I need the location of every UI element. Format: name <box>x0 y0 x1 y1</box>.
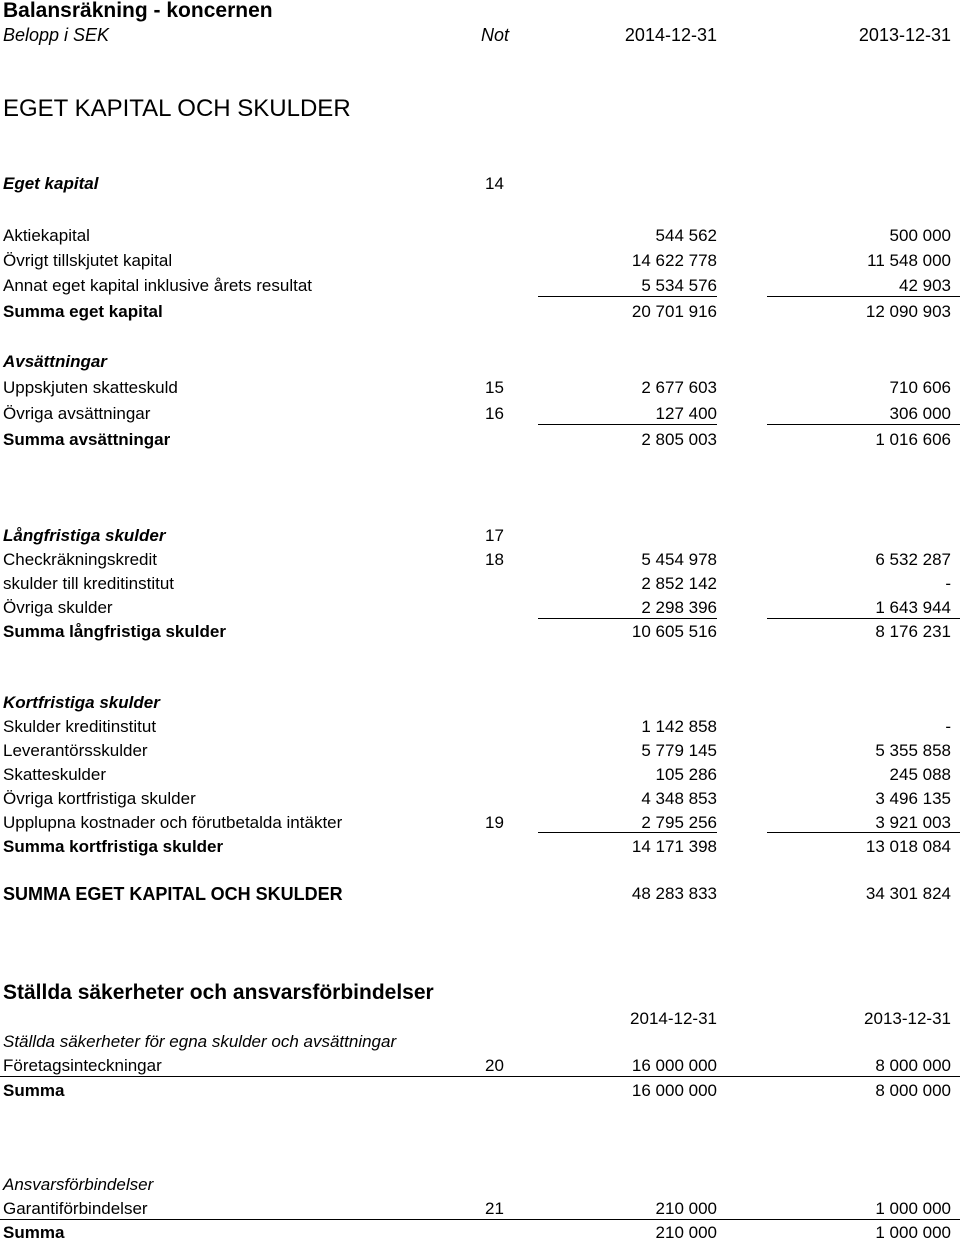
row-value-2014: 544 562 <box>655 226 717 245</box>
row-label: skulder till kreditinstitut <box>3 574 175 593</box>
row-label: Aktiekapital <box>3 226 90 245</box>
row-value-2013: - <box>945 574 951 593</box>
currency-subtitle: Belopp i SEK <box>3 25 110 45</box>
row-value-2013: 8 000 000 <box>875 1056 951 1075</box>
section-title: EGET KAPITAL OCH SKULDER <box>3 95 351 122</box>
note-ref: 20 <box>485 1056 504 1075</box>
avsattningar-heading: Avsättningar <box>3 352 107 371</box>
row-label: Företagsinteckningar <box>3 1056 162 1075</box>
sum-value-2013: 12 090 903 <box>865 302 951 321</box>
sum-value-2014: 16 000 000 <box>631 1081 717 1100</box>
note-ref: 17 <box>485 526 504 545</box>
row-value-2013: 3 496 135 <box>875 789 951 808</box>
sum-value-2013: 1 016 606 <box>875 430 951 449</box>
row-value-2013: 42 903 <box>899 276 951 295</box>
ansvar-heading: Ansvarsförbindelser <box>3 1175 154 1194</box>
row-value-2013: 1 643 944 <box>875 598 951 617</box>
row-label: Garantiförbindelser <box>3 1199 148 1218</box>
langfristiga-heading: Långfristiga skulder <box>3 526 166 545</box>
row-label: Leverantörsskulder <box>3 741 148 760</box>
row-value-2013: 245 088 <box>889 765 951 784</box>
row-value-2014: 2 852 142 <box>641 574 717 593</box>
sum-value-2013: 1 000 000 <box>875 1223 951 1242</box>
row-value-2014: 2 795 256 <box>641 813 717 832</box>
sum-label: Summa kortfristiga skulder <box>3 837 224 856</box>
row-value-2013: 306 000 <box>889 404 951 423</box>
underline-rule <box>0 1076 960 1077</box>
underline-rule <box>767 618 960 619</box>
stallda-title: Ställda säkerheter och ansvarsförbindelser <box>3 981 434 1004</box>
underline-rule <box>538 618 717 619</box>
note-ref: 14 <box>485 174 504 193</box>
row-value-2013: 11 548 000 <box>867 251 951 270</box>
underline-rule <box>767 296 960 297</box>
row-label: Övrigt tillskjutet kapital <box>3 251 173 270</box>
sum-label: Summa <box>3 1081 65 1100</box>
row-label: Övriga kortfristiga skulder <box>3 789 196 808</box>
sum-value-2014: 10 605 516 <box>631 622 717 641</box>
row-value-2014: 4 348 853 <box>641 789 717 808</box>
row-value-2014: 5 534 576 <box>641 276 717 295</box>
sum-value-2013: 13 018 084 <box>865 837 951 856</box>
row-label: Annat eget kapital inklusive årets resultat <box>3 276 313 295</box>
row-value-2014: 14 622 778 <box>631 251 717 270</box>
underline-rule <box>767 424 960 425</box>
row-value-2014: 1 142 858 <box>641 717 717 736</box>
note-ref: 16 <box>485 404 504 423</box>
sum-value-2014: 20 701 916 <box>631 302 717 321</box>
row-label: Checkräkningskredit <box>3 550 158 569</box>
row-value-2014: 2 298 396 <box>641 598 717 617</box>
sum-label: Summa långfristiga skulder <box>3 622 226 641</box>
sum-value-2014: 2 805 003 <box>641 430 717 449</box>
note-ref: 21 <box>485 1199 504 1218</box>
row-label: Uppskjuten skatteskuld <box>3 378 178 397</box>
row-value-2013: 710 606 <box>889 378 951 397</box>
row-label: Övriga avsättningar <box>3 404 151 423</box>
row-value-2014: 16 000 000 <box>631 1056 717 1075</box>
grand-total-2013: 34 301 824 <box>865 884 951 903</box>
kortfristiga-heading: Kortfristiga skulder <box>3 693 160 712</box>
row-value-2014: 5 779 145 <box>641 741 717 760</box>
row-value-2013: 5 355 858 <box>875 741 951 760</box>
row-label: Skatteskulder <box>3 765 106 784</box>
row-value-2014: 127 400 <box>655 404 717 423</box>
sum-label: Summa avsättningar <box>3 430 171 449</box>
column-header-2014: 2014-12-31 <box>624 25 717 45</box>
column-header-2013: 2013-12-31 <box>864 1009 951 1028</box>
sum-value-2014: 14 171 398 <box>631 837 717 856</box>
sum-value-2013: 8 176 231 <box>875 622 951 641</box>
underline-rule <box>0 1219 960 1220</box>
row-value-2013: 6 532 287 <box>875 550 951 569</box>
sum-value-2014: 210 000 <box>655 1223 717 1242</box>
underline-rule <box>538 832 717 833</box>
underline-rule <box>538 424 717 425</box>
row-value-2014: 5 454 978 <box>641 550 717 569</box>
note-ref: 19 <box>485 813 504 832</box>
not-column-header: Not <box>481 25 510 45</box>
note-ref: 18 <box>485 550 504 569</box>
row-value-2014: 2 677 603 <box>641 378 717 397</box>
eget-kapital-heading: Eget kapital <box>3 174 99 193</box>
row-value-2014: 210 000 <box>655 1199 717 1218</box>
row-value-2013: 1 000 000 <box>875 1199 951 1218</box>
row-label: Upplupna kostnader och förutbetalda intäkter <box>3 813 343 832</box>
grand-total-2014: 48 283 833 <box>631 884 717 903</box>
sum-label: Summa <box>3 1223 65 1242</box>
column-header-2013: 2013-12-31 <box>858 25 951 45</box>
row-value-2013: 3 921 003 <box>875 813 951 832</box>
row-value-2013: 500 000 <box>889 226 951 245</box>
underline-rule <box>538 296 717 297</box>
column-header-2014: 2014-12-31 <box>630 1009 717 1028</box>
underline-rule <box>767 832 960 833</box>
row-value-2013: - <box>945 717 951 736</box>
grand-total-label: SUMMA EGET KAPITAL OCH SKULDER <box>3 884 343 904</box>
stallda-subheading: Ställda säkerheter för egna skulder och avsättningar <box>3 1032 397 1051</box>
note-ref: 15 <box>485 378 504 397</box>
row-label: Skulder kreditinstitut <box>3 717 157 736</box>
row-value-2014: 105 286 <box>655 765 717 784</box>
sum-value-2013: 8 000 000 <box>875 1081 951 1100</box>
row-label: Övriga skulder <box>3 598 113 617</box>
sum-label: Summa eget kapital <box>3 302 163 321</box>
page-title: Balansräkning - koncernen <box>3 0 273 22</box>
